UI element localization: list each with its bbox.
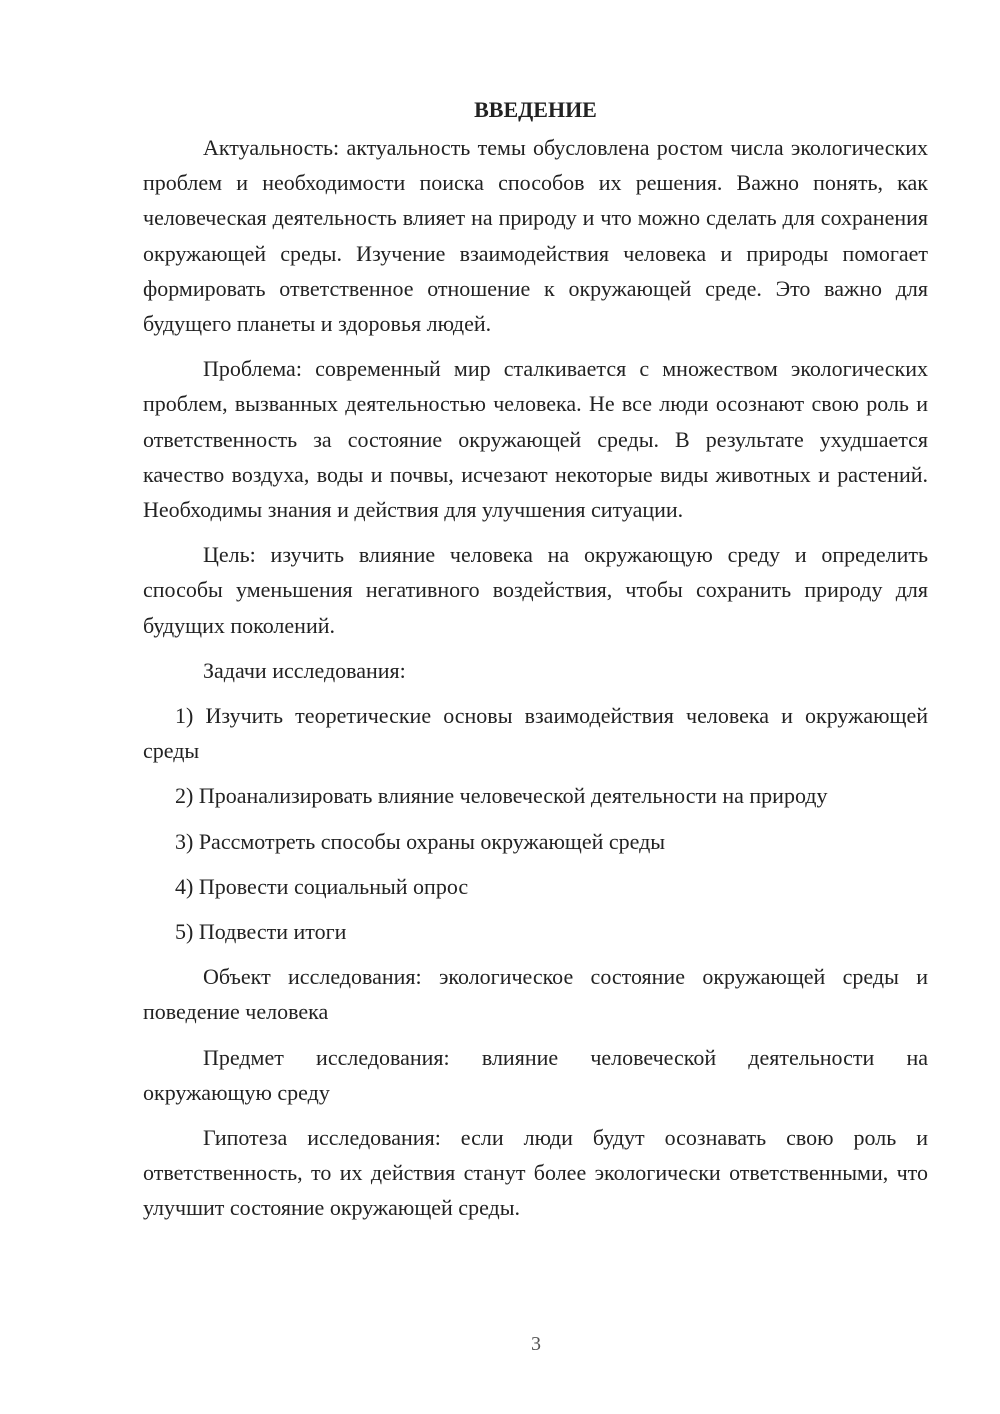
tasks-list	[143, 698, 928, 949]
problem-paragraph: Проблема: современный мир сталкивается с множеством экологических проблем, вызванных деятельностью человека. Не все люди осознают свою роль и ответственность за состояние окружающей среды. В результате ухудшается качество воздуха, воды и почвы, исчезают некоторые виды животных и растений. Необходимы знания и действия для улучшения ситуации.	[143, 356, 928, 523]
page-number: 3	[531, 1333, 541, 1355]
object-paragraph: Объект исследования: экологическое состояние окружающей среды и поведение человека	[143, 964, 928, 1025]
subject-paragraph: Предмет исследования: влияние человеческой деятельности на окружающую среду	[143, 1044, 928, 1105]
hypothesis-paragraph: Гипотеза исследования: если люди будут осознавать свою роль и ответственность, то их действия станут более экологически ответственными, что улучшит состояние окружающей среды.	[143, 1125, 928, 1221]
section-title: ВВЕДЕНИЕ	[474, 97, 597, 122]
task-item-1: 1) Изучить теоретические основы взаимодействия человека и окружающей среды	[143, 703, 928, 764]
tasks-heading: Задачи исследования:	[203, 657, 406, 683]
task-item-2: 2) Проанализировать влияние человеческой деятельности на природу	[175, 783, 828, 809]
goal-paragraph: Цель: изучить влияние человека на окружающую среду и определить способы уменьшения негативного воздействия, чтобы сохранить природу для будущих поколений.	[143, 542, 928, 638]
task-item-3: 3) Рассмотреть способы охраны окружающей среды	[175, 828, 666, 854]
task-item-5: 5) Подвести итоги	[175, 919, 347, 945]
page-content	[143, 92, 928, 1236]
task-item-4: 4) Провести социальный опрос	[175, 873, 469, 899]
relevance-paragraph: Актуальность: актуальность темы обусловлена ростом числа экологических проблем и необходимости поиска способов их решения. Важно понять, как человеческая деятельность влияет на природу и что можно сделать для сохранения окружающей среды. Изучение взаимодействия человека и природы помогает формировать ответственное отношение к окружающей среде. Это важно для будущего планеты и здоровья людей.	[143, 135, 928, 337]
